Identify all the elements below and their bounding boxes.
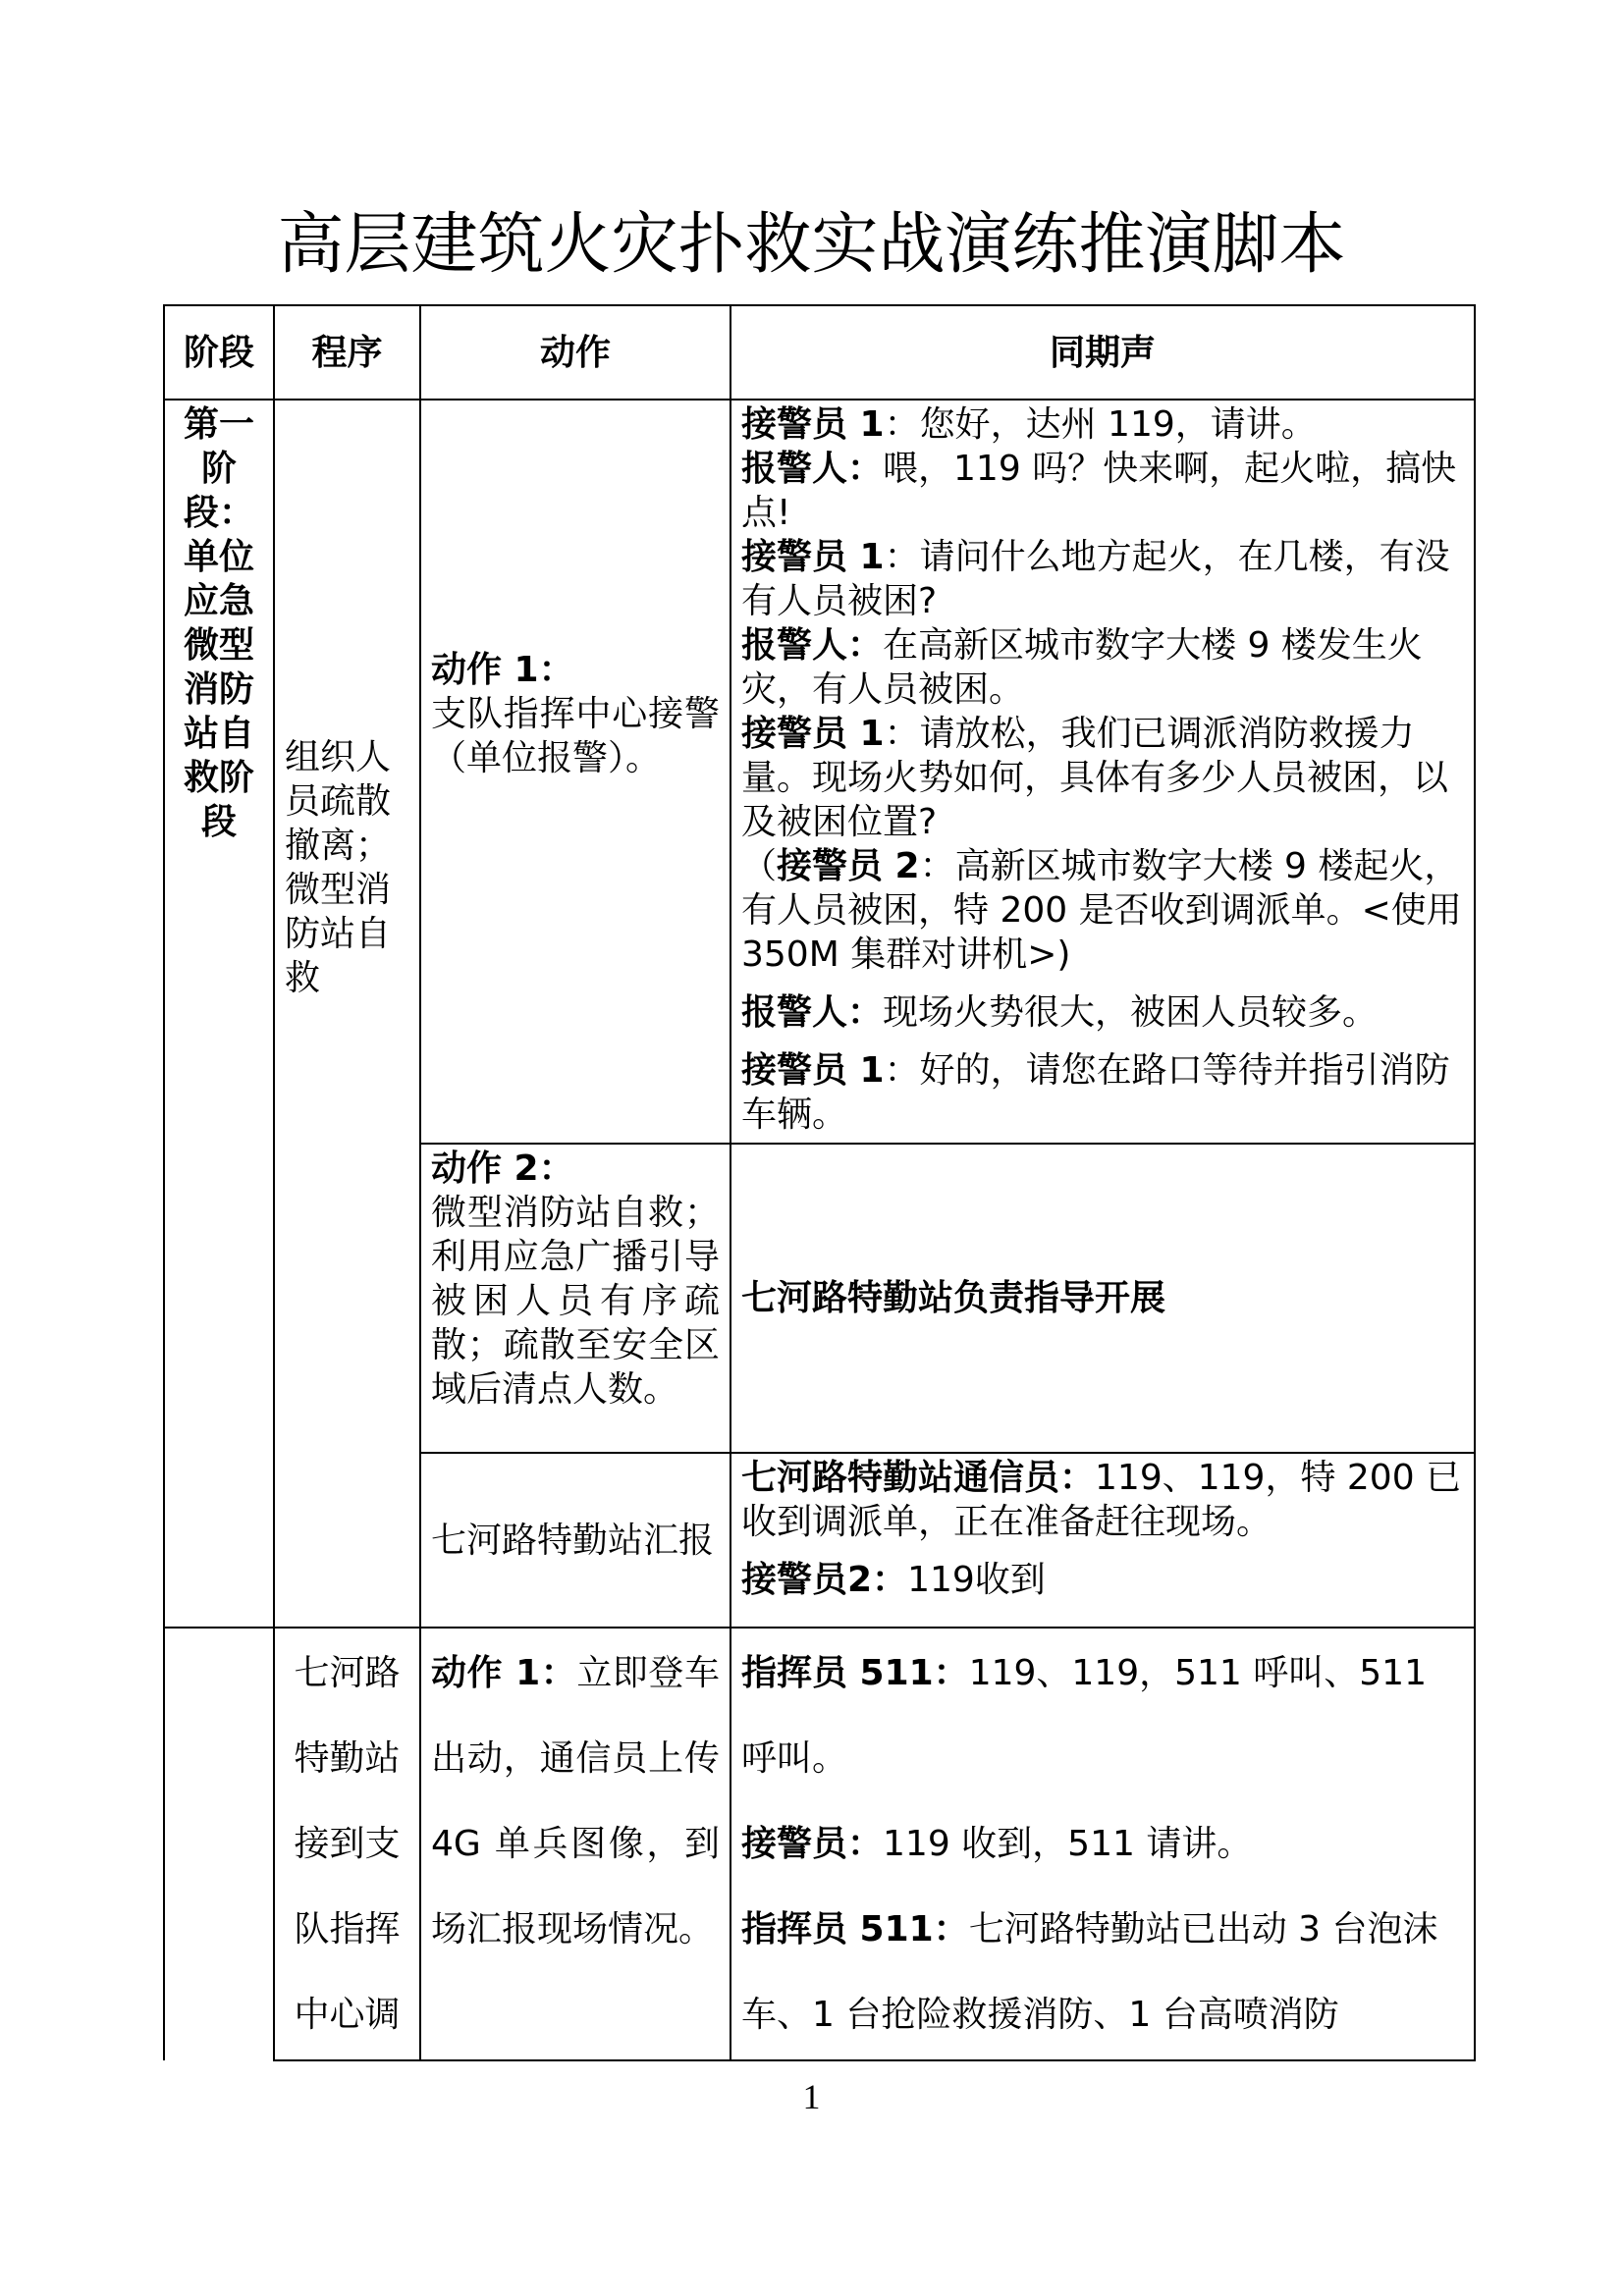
header-action: 动作 (420, 305, 730, 400)
speech: ：好的，请您在路口等待并指引消防车辆。 (741, 1050, 1450, 1135)
dialogue-line (741, 402, 1464, 447)
sound-cell (730, 1628, 1475, 2060)
dialogue-line (741, 1558, 1464, 1602)
dialogue-line (741, 712, 1464, 844)
action-label: 动作 1： (431, 649, 574, 690)
script-table (163, 304, 1476, 2061)
speech: 在高新区城市数字大楼 9 楼发生火灾，有人员被困。 (741, 625, 1423, 710)
dialogue-line (741, 1456, 1464, 1544)
header-sound: 同期声 (730, 305, 1475, 400)
action-text: 支队指挥中心接警（单位报警）。 (431, 693, 720, 778)
action-text: 微型消防站自救；利用应急广播引导被困人员有序疏散；疏散至安全区域后清点人数。 (431, 1193, 720, 1410)
speaker: 报警人： (741, 992, 884, 1033)
dialogue-line (741, 447, 1464, 535)
sound-cell (730, 400, 1475, 1144)
stage-cell: 第一阶段：单位应急微型消防站自救阶段 (164, 400, 274, 1628)
page-number: 1 (802, 2077, 821, 2116)
table-row (164, 400, 1475, 1144)
procedure-cell: 七河路特勤站接到支队指挥中心调 (274, 1628, 420, 2060)
speaker: 接警员 1 (741, 404, 885, 445)
speech: 七河路特勤站已出动 3 台泡沫车、1 台抢险救援消防、1 台高喷消防 (741, 1909, 1438, 2035)
speech: ：请问什么地方起火，在几楼，有没有人员被困? (741, 537, 1450, 621)
speaker: 报警人： (741, 449, 884, 489)
action-cell: 七河路特勤站汇报 (420, 1453, 730, 1628)
dialogue-line (741, 1630, 1464, 1801)
speaker: 接警员 2 (777, 846, 920, 886)
speaker: 接警员： (741, 1824, 884, 1864)
stage-cell-empty (164, 1628, 274, 2060)
dialogue-line (741, 535, 1464, 623)
speech: 119、119，特 200 已收到调派单，正在准备赶往现场。 (741, 1458, 1462, 1542)
speech: 119、119，511 呼叫、511 呼叫。 (741, 1653, 1427, 1779)
speech: ：高新区城市数字大楼 9 楼起火，有人员被困，特 200 是否收到调派单。<使用 350M 集群对讲机>) (741, 846, 1462, 975)
dialogue-line (741, 1801, 1464, 1887)
sound-text: 七河路特勤站负责指导开展 (741, 1278, 1166, 1318)
speaker: 七河路特勤站通信员： (741, 1458, 1096, 1498)
speech: 喂，119 吗？快来啊，起火啦，搞快点! (741, 449, 1457, 533)
dialogue-line (741, 1048, 1464, 1137)
speech: ：请放松，我们已调派消防救援力量。现场火势如何，具体有多少人员被困，以及被困位置? (741, 714, 1449, 842)
speaker: 指挥员 511： (741, 1909, 969, 1949)
document-title: 高层建筑火灾扑救实战演练推演脚本 (277, 206, 1346, 284)
action-cell (420, 1628, 730, 2060)
sound-cell (730, 1453, 1475, 1628)
speech: ：您好，达州 119，请讲。 (884, 404, 1317, 445)
action-cell (420, 400, 730, 1144)
speech: 119 收到，511 请讲。 (883, 1824, 1253, 1864)
dialogue-line (741, 990, 1464, 1035)
action-text: 立即登车出动，通信员上传 4G 单兵图像，到场汇报现场情况。 (431, 1653, 720, 1949)
sound-cell (730, 1144, 1475, 1453)
speaker: 指挥员 511： (741, 1653, 969, 1693)
dialogue-line (741, 844, 1464, 977)
speaker: 接警员2： (741, 1560, 908, 1600)
action-label: 动作 2： (431, 1148, 574, 1189)
header-procedure: 程序 (274, 305, 420, 400)
paren: （ (741, 846, 778, 886)
header-stage: 阶段 (164, 305, 274, 400)
table-row (164, 1628, 1475, 2060)
action-label: 动作 1： (431, 1653, 577, 1693)
speaker: 接警员 1 (741, 714, 885, 754)
dialogue-line (741, 1887, 1464, 2057)
action-cell (420, 1144, 730, 1453)
speaker: 接警员 1 (741, 1050, 885, 1091)
table-header-row (164, 305, 1475, 400)
speech: 现场火势很大，被困人员较多。 (883, 992, 1379, 1033)
speech: 119收到 (907, 1560, 1046, 1600)
dialogue-line (741, 623, 1464, 712)
speaker: 报警人： (741, 625, 884, 666)
procedure-cell: 组织人员疏散撤离；微型消防站自救 (274, 400, 420, 1628)
speaker: 接警员 1 (741, 537, 885, 577)
